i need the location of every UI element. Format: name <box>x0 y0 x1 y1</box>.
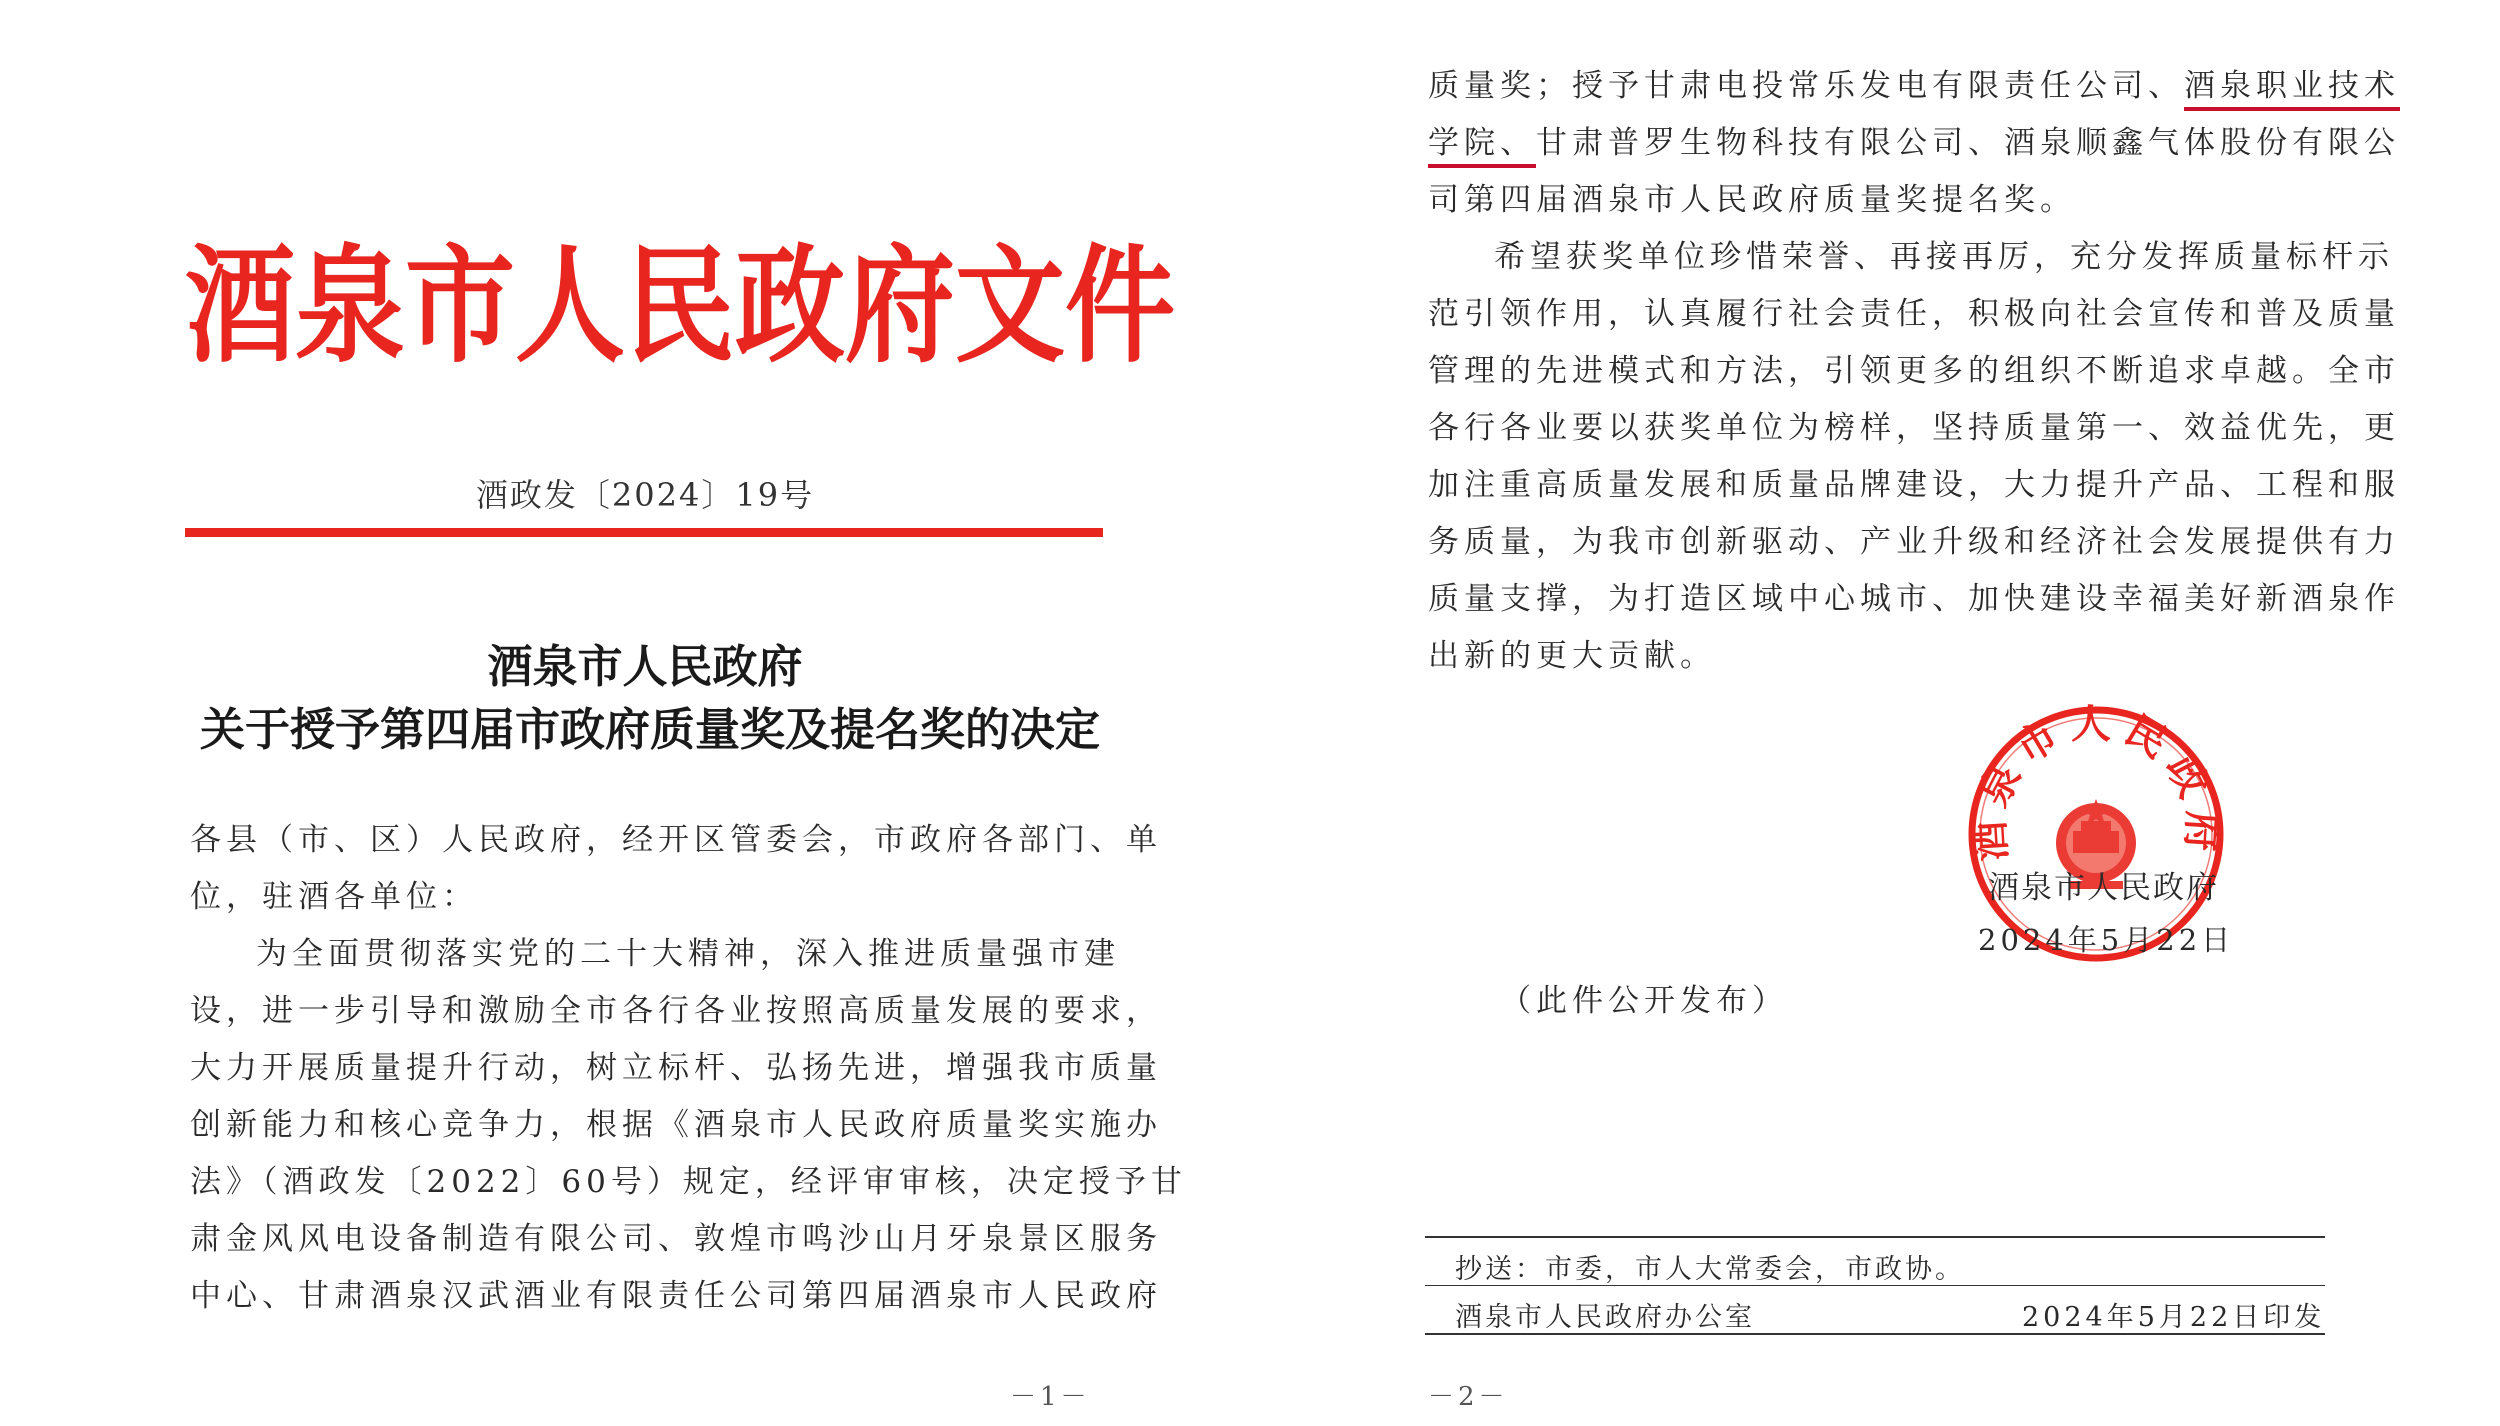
page-number-2: －2－ <box>1428 1382 1509 1412</box>
page1-body <box>190 812 1187 1325</box>
document-number: 酒政发〔2024〕19号 <box>475 476 815 514</box>
red-divider-rule <box>185 528 1103 537</box>
body-line: 范引领作用，认真履行社会责任，积极向社会宣传和普及质量 <box>1428 296 2400 332</box>
seal-text: 酒泉市人民政府 <box>1965 703 2227 863</box>
body-line: 法》（酒政发〔2022〕60号）规定，经评审审核，决定授予甘 <box>190 1164 1187 1200</box>
body-line <box>1428 115 2400 172</box>
cc-line: 抄送：市委，市人大常委会，市政协。 <box>1455 1254 1965 1285</box>
body-line: 加注重高质量发展和质量品牌建设，大力提升产品、工程和服 <box>1428 467 2400 503</box>
body-line: 各行各业要以获奖单位为榜样，坚持质量第一、效益优先，更 <box>1428 410 2400 446</box>
issuer-name: 酒泉市人民政府 <box>487 640 803 693</box>
page2-body <box>1428 58 2400 685</box>
body-line: 大力开展质量提升行动，树立标杆、弘扬先进，增强我市质量 <box>190 1050 1162 1086</box>
body-segment: 甘肃普罗生物科技有限公司、酒泉顺鑫气体股份有限公 <box>1536 125 2400 161</box>
body-line <box>1428 58 2400 115</box>
footer-bottom-rule <box>1425 1333 2325 1335</box>
issuing-office: 酒泉市人民政府办公室 <box>1455 1302 1755 1333</box>
body-line: 希望获奖单位珍惜荣誉、再接再厉，充分发挥质量标杆示 <box>1494 239 2394 275</box>
body-line: 质量支撑，为打造区域中心城市、加快建设幸福美好新酒泉作 <box>1428 581 2400 617</box>
footer-mid-rule <box>1425 1285 2325 1286</box>
body-line: 肃金风风电设备制造有限公司、敦煌市鸣沙山月牙泉景区服务 <box>190 1221 1162 1257</box>
public-release-note: （此件公开发布） <box>1500 983 1788 1019</box>
body-line: 各县（市、区）人民政府，经开区管委会，市政府各部门、单 <box>190 822 1162 858</box>
signature-org: 酒泉市人民政府 <box>1988 870 2219 906</box>
body-line: 为全面贯彻落实党的二十大精神，深入推进质量强市建 <box>256 936 1120 972</box>
body-line: 设，进一步引导和激励全市各行各业按照高质量发展的要求， <box>190 993 1162 1029</box>
document-red-header: 酒泉市人民政府文件 <box>185 231 1175 380</box>
body-line: 务质量，为我市创新驱动、产业升级和经济社会发展提供有力 <box>1428 524 2400 560</box>
highlighted-org-name-cont: 学院、 <box>1428 125 1536 168</box>
body-line: 创新能力和核心竞争力，根据《酒泉市人民政府质量奖实施办 <box>190 1107 1162 1143</box>
print-date: 2024年5月22日印发 <box>2022 1302 2326 1333</box>
body-line: 司第四届酒泉市人民政府质量奖提名奖。 <box>1428 182 2076 218</box>
body-line: 管理的先进模式和方法，引领更多的组织不断追求卓越。全市 <box>1428 353 2400 389</box>
footer-top-rule <box>1425 1236 2325 1238</box>
body-line: 位，驻酒各单位： <box>190 879 478 915</box>
body-line: 出新的更大贡献。 <box>1428 638 1716 674</box>
signature-date: 2024年5月22日 <box>1978 923 2235 957</box>
highlighted-org-name: 酒泉职业技术 <box>2184 68 2400 111</box>
document-title: 关于授予第四届市政府质量奖及提名奖的决定 <box>199 703 1100 756</box>
page-number-1: －1－ <box>1010 1382 1091 1412</box>
body-line: 中心、甘肃酒泉汉武酒业有限责任公司第四届酒泉市人民政府 <box>190 1278 1162 1314</box>
body-segment: 质量奖；授予甘肃电投常乐发电有限责任公司、 <box>1428 68 2184 104</box>
